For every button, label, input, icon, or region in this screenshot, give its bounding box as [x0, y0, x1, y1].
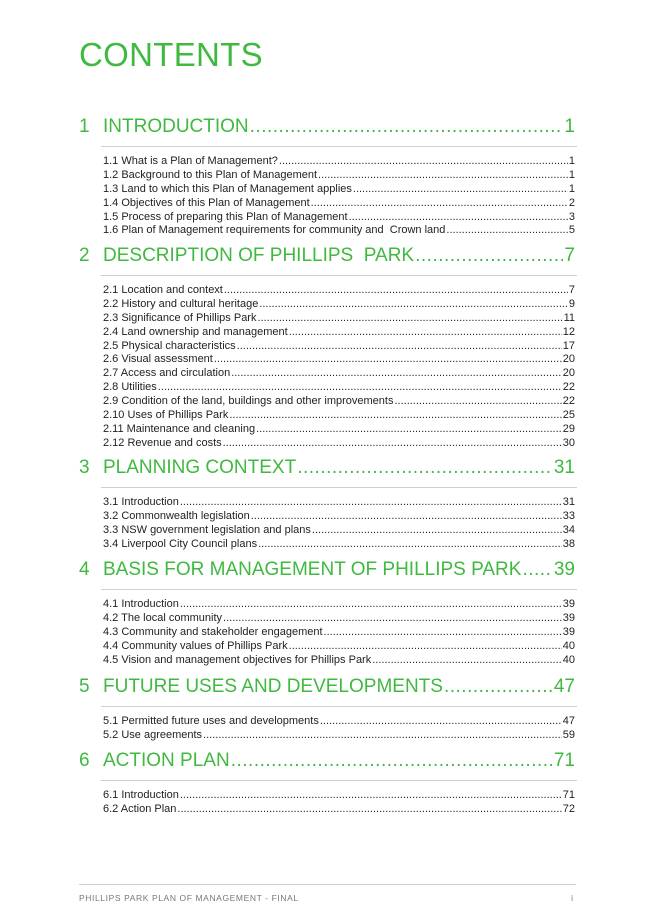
- toc-item-page: 20: [562, 353, 575, 366]
- dot-leader: [522, 559, 552, 581]
- dot-leader: [180, 598, 562, 610]
- toc-item-page: 7: [568, 284, 575, 296]
- section-number: 3: [79, 457, 90, 478]
- toc-item[interactable]: [103, 654, 575, 668]
- toc-item-label: 2.6 Visual assessment: [103, 353, 213, 366]
- toc-item[interactable]: [103, 409, 575, 423]
- dot-leader: [250, 116, 564, 138]
- toc-item-page: 31: [562, 496, 575, 508]
- toc-item[interactable]: [103, 340, 575, 354]
- toc-item-page: 71: [562, 789, 575, 801]
- toc-item-page: 33: [562, 509, 575, 522]
- dot-leader: [444, 676, 553, 698]
- toc-section-6: [79, 750, 575, 817]
- toc-item-label: 1.2 Background to this Plan of Management: [103, 168, 318, 181]
- toc-item-page: 39: [562, 611, 575, 624]
- toc-section-heading[interactable]: [79, 116, 575, 140]
- toc-item-label: 1.5 Process of preparing this Plan of Management: [103, 210, 348, 223]
- dot-leader: [349, 211, 568, 223]
- toc-item-label: 2.10 Uses of Phillips Park: [103, 409, 229, 422]
- dot-leader: [224, 284, 568, 296]
- dot-leader: [353, 183, 568, 195]
- toc-item[interactable]: [103, 626, 575, 640]
- dot-leader: [177, 803, 561, 815]
- toc-section-heading[interactable]: [79, 750, 575, 774]
- section-title: FUTURE USES AND DEVELOPMENTS: [103, 676, 443, 697]
- toc-items: [79, 496, 575, 552]
- toc-item[interactable]: [103, 381, 575, 395]
- toc-section-3: [79, 457, 575, 552]
- toc-item[interactable]: [103, 598, 575, 612]
- dot-leader: [214, 353, 562, 365]
- footer-divider: [79, 884, 576, 885]
- dot-leader: [180, 789, 562, 801]
- section-number: 5: [79, 676, 90, 697]
- toc-items: [79, 598, 575, 667]
- dot-leader: [394, 395, 561, 407]
- toc-item[interactable]: [103, 612, 575, 626]
- toc-item-page: 9: [568, 297, 575, 310]
- toc-item-label: 1.4 Objectives of this Plan of Management: [103, 196, 310, 209]
- toc-item-page: 22: [562, 381, 575, 394]
- section-number: 6: [79, 750, 90, 771]
- toc-item[interactable]: [103, 715, 575, 729]
- toc-item-page: 20: [562, 367, 575, 380]
- dot-leader: [446, 224, 567, 236]
- section-number: 4: [79, 559, 90, 580]
- toc-item-label: 2.11 Maintenance and cleaning: [103, 422, 256, 435]
- toc-item-label: 3.3 NSW government legislation and plans: [103, 523, 311, 536]
- toc-item[interactable]: [103, 211, 575, 225]
- section-title: INTRODUCTION: [103, 116, 249, 137]
- toc-item-page: 11: [563, 311, 575, 324]
- toc-item[interactable]: [103, 183, 575, 197]
- toc-item-label: 4.5 Vision and management objectives for Phillips Park: [103, 653, 372, 666]
- toc-item[interactable]: [103, 729, 575, 743]
- dot-leader: [415, 245, 563, 267]
- dot-leader: [237, 340, 562, 352]
- toc-item-label: 5.2 Use agreements: [103, 728, 203, 741]
- dot-leader: [320, 715, 562, 727]
- dot-leader: [372, 654, 562, 666]
- toc-item-page: 30: [562, 436, 575, 449]
- section-title: BASIS FOR MANAGEMENT OF PHILLIPS PARK: [103, 559, 522, 580]
- toc-item-label: 4.2 The local community: [103, 611, 223, 624]
- toc-item-page: 72: [562, 802, 575, 815]
- dot-leader: [231, 750, 553, 772]
- toc-section-heading[interactable]: [79, 559, 575, 583]
- section-title: PLANNING CONTEXT: [103, 457, 297, 478]
- toc-section-heading[interactable]: [79, 457, 575, 481]
- toc-item[interactable]: [103, 155, 575, 169]
- toc-item-label: 4.1 Introduction: [103, 598, 179, 610]
- toc-item-page: 1: [568, 182, 575, 195]
- toc-item[interactable]: [103, 803, 575, 817]
- toc-item[interactable]: [103, 524, 575, 538]
- dot-leader: [289, 640, 562, 652]
- toc-item-label: 1.6 Plan of Management requirements for community and Crown land: [103, 224, 446, 237]
- toc-section-2: [79, 245, 575, 451]
- toc-item-label: 1.1 What is a Plan of Management?: [103, 155, 278, 167]
- toc-item-page: 47: [562, 715, 575, 727]
- toc-item-page: 39: [562, 598, 575, 610]
- toc-item-label: 3.2 Commonwealth legislation: [103, 509, 250, 522]
- toc-item[interactable]: [103, 353, 575, 367]
- toc-item-page: 39: [562, 625, 575, 638]
- toc-item-label: 2.5 Physical characteristics: [103, 339, 236, 352]
- dot-leader: [324, 626, 562, 638]
- toc-section-5: [79, 676, 575, 743]
- toc-items: [79, 715, 575, 743]
- toc-section-4: [79, 559, 575, 667]
- toc-item[interactable]: [103, 312, 575, 326]
- toc-item-label: 2.3 Significance of Phillips Park: [103, 311, 257, 324]
- section-number: 2: [79, 245, 90, 266]
- section-divider: [101, 146, 577, 147]
- toc-item-label: 2.9 Condition of the land, buildings and other improvements: [103, 395, 394, 408]
- toc-item[interactable]: [103, 510, 575, 524]
- toc-item[interactable]: [103, 169, 575, 183]
- toc-item-page: 1: [568, 168, 575, 181]
- toc-item[interactable]: [103, 326, 575, 340]
- dot-leader: [223, 612, 562, 624]
- section-number: 1: [79, 116, 90, 137]
- toc-item-page: 40: [562, 639, 575, 652]
- toc-item-page: 2: [568, 196, 575, 209]
- section-title: ACTION PLAN: [103, 750, 230, 771]
- footer-document-title: PHILLIPS PARK PLAN OF MANAGEMENT - FINAL: [79, 893, 299, 903]
- toc-item-label: 4.3 Community and stakeholder engagement: [103, 625, 323, 638]
- toc-item[interactable]: [103, 197, 575, 211]
- dot-leader: [257, 312, 562, 324]
- toc-items: [79, 284, 575, 451]
- toc-item[interactable]: [103, 298, 575, 312]
- toc-item-page: 22: [562, 395, 575, 408]
- toc-item-label: 3.1 Introduction: [103, 496, 179, 508]
- section-divider: [101, 275, 577, 276]
- toc-item-page: 12: [562, 325, 575, 338]
- toc-item-label: 2.4 Land ownership and management: [103, 325, 288, 338]
- dot-leader: [231, 367, 562, 379]
- toc-item[interactable]: [103, 640, 575, 654]
- section-page: 39: [553, 559, 575, 580]
- toc-item-page: 17: [562, 339, 575, 352]
- dot-leader: [289, 326, 562, 338]
- toc-item-label: 2.8 Utilities: [103, 381, 157, 394]
- toc-item-page: 1: [568, 155, 575, 167]
- toc-item[interactable]: [103, 423, 575, 437]
- toc-item-page: 3: [568, 210, 575, 223]
- section-title: DESCRIPTION OF PHILLIPS PARK: [103, 245, 415, 266]
- toc-items: [79, 155, 575, 238]
- toc-item-label: 6.2 Action Plan: [103, 802, 177, 815]
- section-page: 1: [564, 116, 575, 137]
- toc-section-heading[interactable]: [79, 245, 575, 269]
- toc-items: [79, 789, 575, 817]
- section-divider: [101, 706, 577, 707]
- section-page: 47: [553, 676, 575, 697]
- footer-page-number: i: [571, 893, 573, 903]
- dot-leader: [256, 423, 562, 435]
- toc-item-page: 29: [562, 422, 575, 435]
- dot-leader: [180, 496, 562, 508]
- toc-item[interactable]: [103, 224, 575, 238]
- dot-leader: [259, 298, 568, 310]
- toc-item-page: 38: [562, 537, 575, 550]
- section-divider: [101, 780, 577, 781]
- toc-item[interactable]: [103, 789, 575, 803]
- toc-item-label: 4.4 Community values of Phillips Park: [103, 639, 288, 652]
- dot-leader: [279, 155, 568, 167]
- toc-item-label: 2.7 Access and circulation: [103, 367, 231, 380]
- toc-item[interactable]: [103, 496, 575, 510]
- toc-item-page: 40: [562, 653, 575, 666]
- toc-item[interactable]: [103, 395, 575, 409]
- dot-leader: [318, 169, 568, 181]
- dot-leader: [223, 437, 562, 449]
- toc-item-page: 25: [562, 409, 575, 422]
- toc-item-label: 5.1 Permitted future uses and developments: [103, 715, 319, 727]
- section-page: 7: [564, 245, 575, 266]
- section-divider: [101, 589, 577, 590]
- toc-section-1: [79, 116, 575, 238]
- toc-item-label: 1.3 Land to which this Plan of Management applies: [103, 182, 352, 195]
- toc-item[interactable]: [103, 437, 575, 451]
- section-page: 31: [553, 457, 575, 478]
- toc-item-page: 59: [562, 728, 575, 741]
- section-divider: [101, 487, 577, 488]
- dot-leader: [158, 381, 562, 393]
- dot-leader: [229, 409, 561, 421]
- toc-item[interactable]: [103, 538, 575, 552]
- dot-leader: [251, 510, 562, 522]
- page-title: CONTENTS: [79, 36, 263, 73]
- section-page: 71: [553, 750, 575, 771]
- dot-leader: [312, 524, 562, 536]
- dot-leader: [311, 197, 568, 209]
- toc-item-label: 2.1 Location and context: [103, 284, 223, 296]
- dot-leader: [258, 538, 562, 550]
- toc-item-page: 5: [568, 224, 575, 237]
- toc-item-page: 34: [562, 523, 575, 536]
- toc-item-label: 2.2 History and cultural heritage: [103, 297, 259, 310]
- toc-item-label: 6.1 Introduction: [103, 789, 179, 801]
- dot-leader: [297, 457, 553, 479]
- toc-item-label: 3.4 Liverpool City Council plans: [103, 537, 258, 550]
- toc-item[interactable]: [103, 367, 575, 381]
- dot-leader: [203, 729, 562, 741]
- toc-item[interactable]: [103, 284, 575, 298]
- toc-section-heading[interactable]: [79, 676, 575, 700]
- toc-item-label: 2.12 Revenue and costs: [103, 436, 222, 449]
